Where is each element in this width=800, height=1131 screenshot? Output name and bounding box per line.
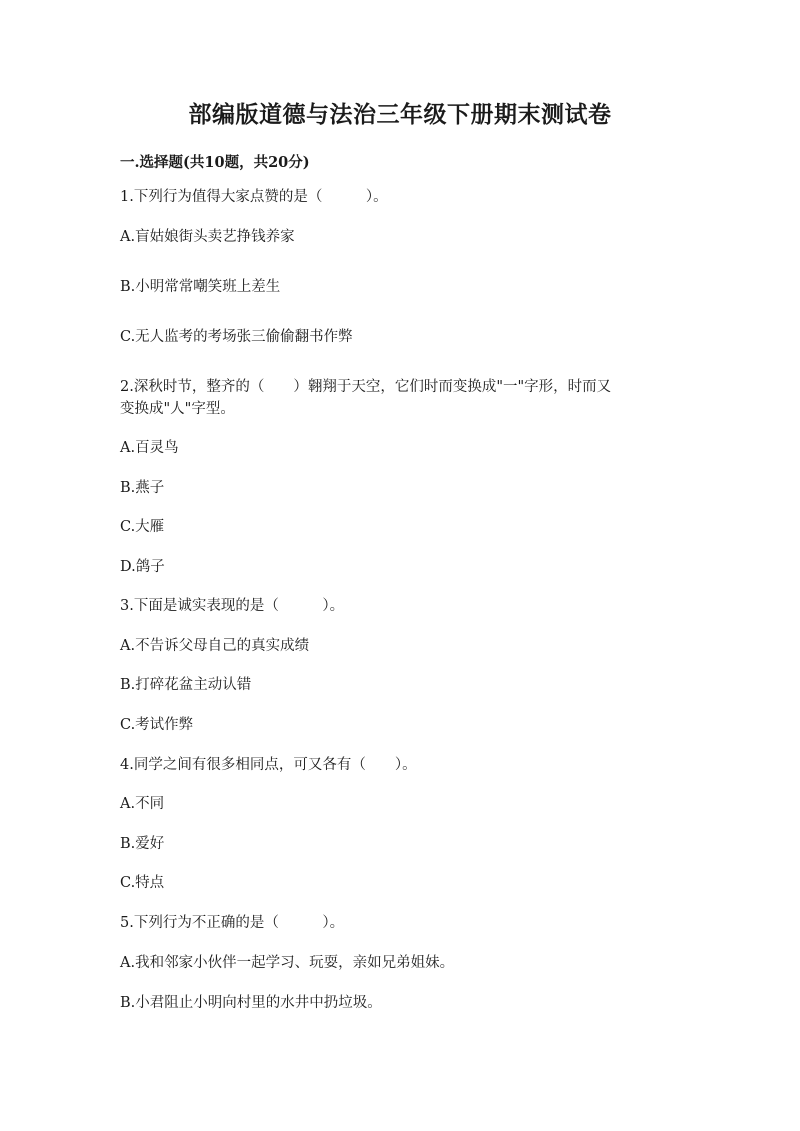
question-2-option-d: D.鸽子 <box>120 559 165 575</box>
question-1-stem: 1.下列行为值得大家点赞的是（ ）。 <box>120 189 388 205</box>
question-1-option-c: C.无人监考的考场张三偷偷翻书作弊 <box>120 329 353 345</box>
question-5-stem: 5.下列行为不正确的是（ ）。 <box>120 915 345 931</box>
question-2-option-c: C.大雁 <box>120 519 165 535</box>
question-4-option-b: B.爱好 <box>120 836 165 852</box>
section-heading: 一.选择题(共10题，共20分) <box>120 154 310 171</box>
question-1-option-b: B.小明常常嘲笑班上差生 <box>120 279 281 295</box>
question-2-option-b: B.燕子 <box>120 480 165 496</box>
page-title: 部编版道德与法治三年级下册期末测试卷 <box>188 101 612 128</box>
question-2-option-a: A.百灵鸟 <box>120 440 179 456</box>
question-3-option-c: C.考试作弊 <box>120 717 194 733</box>
question-3-stem: 3.下面是诚实表现的是（ ）。 <box>120 598 345 614</box>
question-3-option-b: B.打碎花盆主动认错 <box>120 677 252 693</box>
question-5-option-b: B.小君阻止小明向村里的水井中扔垃圾。 <box>120 995 382 1011</box>
question-2-stem-line2: 变换成"人"字型。 <box>120 401 235 417</box>
question-4-option-a: A.不同 <box>120 796 165 812</box>
question-1-option-a: A.盲姑娘街头卖艺挣钱养家 <box>120 229 295 245</box>
question-5-option-a: A.我和邻家小伙伴一起学习、玩耍，亲如兄弟姐妹。 <box>120 955 455 971</box>
question-2-stem-line1: 2.深秋时节，整齐的（ ）翱翔于天空，它们时而变换成"一"字形，时而又 <box>120 379 612 395</box>
question-4-option-c: C.特点 <box>120 875 165 891</box>
question-4-stem: 4.同学之间有很多相同点，可又各有（ ）。 <box>120 757 417 773</box>
question-3-option-a: A.不告诉父母自己的真实成绩 <box>120 638 310 654</box>
